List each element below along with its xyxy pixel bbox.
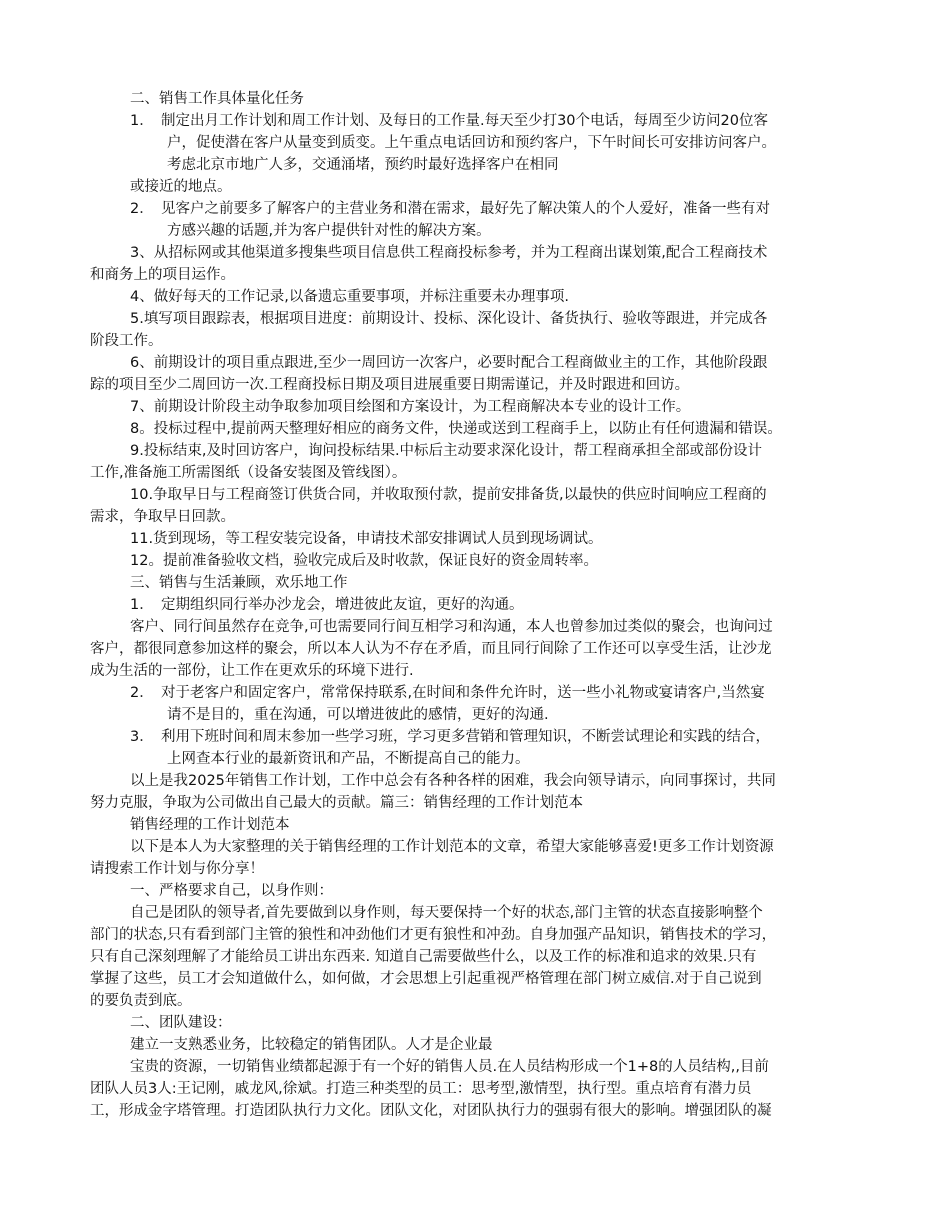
text-line: 努力克服，争取为公司做出自己最大的贡献。篇三：销售经理的工作计划范本	[90, 795, 583, 811]
section-heading: 一、严格要求自己，以身作则：	[130, 883, 333, 899]
text-line: 部门的状态,只有看到部门主管的狼性和冲劲他们才更有狼性和冲劲。自身加强产品知识，销售技术的学习，	[90, 927, 777, 943]
text-line: 踪的项目至少二周回访一次.工程商投标日期及项目进展重要日期需谨记，并及时跟进和回访。	[90, 377, 690, 393]
text-line: 和商务上的项目运作。	[90, 267, 235, 283]
text-line: 客户、同行间虽然存在竞争,可也需要同行间互相学习和沟通，本人也曾参加过类似的聚会，也询问过	[130, 619, 773, 635]
text-line: 掌握了这些，员工才会知道做什么，如何做，才会思想上引起重视严格管理在部门树立威信.对于自己说到	[90, 971, 762, 987]
text-line: 户，促使潜在客户从量变到质变。上午重点电话回访和预约客户，下午时间长可安排访问客户。	[167, 135, 776, 151]
text-line: 2． 对于老客户和固定客户，常常保持联系,在时间和条件允许时，送一些小礼物或宴请客户,当然宴	[130, 685, 765, 701]
text-line: 客户，都很同意参加这样的聚会，所以本人认为不存在矛盾，而且同行间除了工作还可以享受生活，让沙龙	[90, 641, 772, 657]
text-line: 7、前期设计阶段主动争取参加项目绘图和方案设计，为工程商解决本专业的设计工作。	[130, 399, 691, 415]
text-line: 3、从招标网或其他渠道多搜集些项目信息供工程商投标参考，并为工程商出谋划策,配合工程商技术	[130, 245, 768, 261]
text-line: 上网查本行业的最新资讯和产品，不断提高自己的能力。	[167, 751, 530, 767]
text-line: 12。提前准备验收文档，验收完成后及时收款，保证良好的资金周转率。	[130, 553, 598, 569]
text-line: 自己是团队的领导者,首先要做到以身作则，每天要保持一个好的状态,部门主管的状态直接影响整个	[130, 905, 763, 921]
text-line: 建立一支熟悉业务，比较稳定的销售团队。人才是企业最	[130, 1037, 493, 1053]
text-line: 2． 见客户之前要多了解客户的主营业务和潜在需求，最好先了解决策人的个人爱好，准备一些有对	[130, 201, 770, 217]
text-line: 以上是我2025年销售工作计划，工作中总会有各种各样的困难，我会向领导请示，向同事探讨，共同	[130, 773, 776, 789]
text-line: 需求，争取早日回款。	[90, 509, 235, 525]
text-line: 工作,准备施工所需图纸（设备安装图及管线图）。	[90, 465, 407, 481]
text-line: 工，形成金字塔管理。打造团队执行力文化。团队文化，对团队执行力的强弱有很大的影响。增强团队的凝	[90, 1103, 772, 1119]
text-line: 只有自己深刻理解了才能给员工讲出东西来. 知道自己需要做些什么，以及工作的标准和追求的效果.只有	[90, 949, 757, 965]
text-line: 6、前期设计的项目重点跟进,至少一周回访一次客户，必要时配合工程商做业主的工作，其他阶段跟	[130, 355, 768, 371]
text-line: 宝贵的资源，一切销售业绩都起源于有一个好的销售人员.在人员结构形成一个1+8的人员结构,,目前	[130, 1059, 769, 1075]
section-heading: 二、团队建设：	[130, 1015, 232, 1031]
text-line: 10.争取早日与工程商签订供货合同，并收取预付款，提前安排备货,以最快的供应时间响应工程商的	[130, 487, 767, 503]
text-line: 11.货到现场，等工程安装完设备，申请技术部安排调试人员到现场调试。	[130, 531, 603, 547]
section-heading: 销售经理的工作计划范本	[130, 817, 290, 833]
text-line: 9.投标结束,及时回访客户，询问投标结果.中标后主动要求深化设计，帮工程商承担全部或部份设计	[130, 443, 763, 459]
section-heading: 三、销售与生活兼顾，欢乐地工作	[130, 575, 348, 591]
text-line: 请搜索工作计划与你分享！	[90, 861, 264, 877]
text-line: 4、做好每天的工作记录,以备遗忘重要事项，并标注重要未办理事项.	[130, 289, 569, 305]
text-line: 的要负责到底。	[90, 993, 192, 1009]
text-line: 1． 制定出月工作计划和周工作计划、及每日的工作量.每天至少打30个电话，每周至少访问20位客	[130, 113, 768, 129]
text-line: 方感兴趣的话题,并为客户提供针对性的解决方案。	[167, 223, 491, 239]
text-line: 或接近的地点。	[130, 179, 232, 195]
text-line: 以下是本人为大家整理的关于销售经理的工作计划范本的文章，希望大家能够喜爱!更多工作计划资源	[130, 839, 774, 855]
text-line: 1． 定期组织同行举办沙龙会，增进彼此友谊，更好的沟通。	[130, 597, 524, 613]
text-line: 成为生活的一部份，让工作在更欢乐的环境下进行.	[90, 663, 414, 679]
text-line: 5.填写项目跟踪表，根据项目进度：前期设计、投标、深化设计、备货执行、验收等跟进，并完成各	[130, 311, 768, 327]
text-line: 团队人员3人:王记刚，戚龙风,徐斌。打造三种类型的员工：思考型,激情型，执行型。重点培育有潜力员	[90, 1081, 752, 1097]
section-heading: 二、销售工作具体量化任务	[130, 91, 304, 107]
text-line: 8。投标过程中,提前两天整理好相应的商务文件，快递或送到工程商手上，以防止有任何遗漏和错误。	[130, 421, 782, 437]
text-line: 考虑北京市地广人多，交通涌堵，预约时最好选择客户在相同	[167, 157, 559, 173]
text-line: 3． 利用下班时间和周末参加一些学习班，学习更多营销和管理知识，不断尝试理论和实践的结合，	[130, 729, 770, 745]
text-line: 请不是目的，重在沟通，可以增进彼此的感情，更好的沟通.	[167, 707, 549, 723]
text-line: 阶段工作。	[90, 333, 163, 349]
